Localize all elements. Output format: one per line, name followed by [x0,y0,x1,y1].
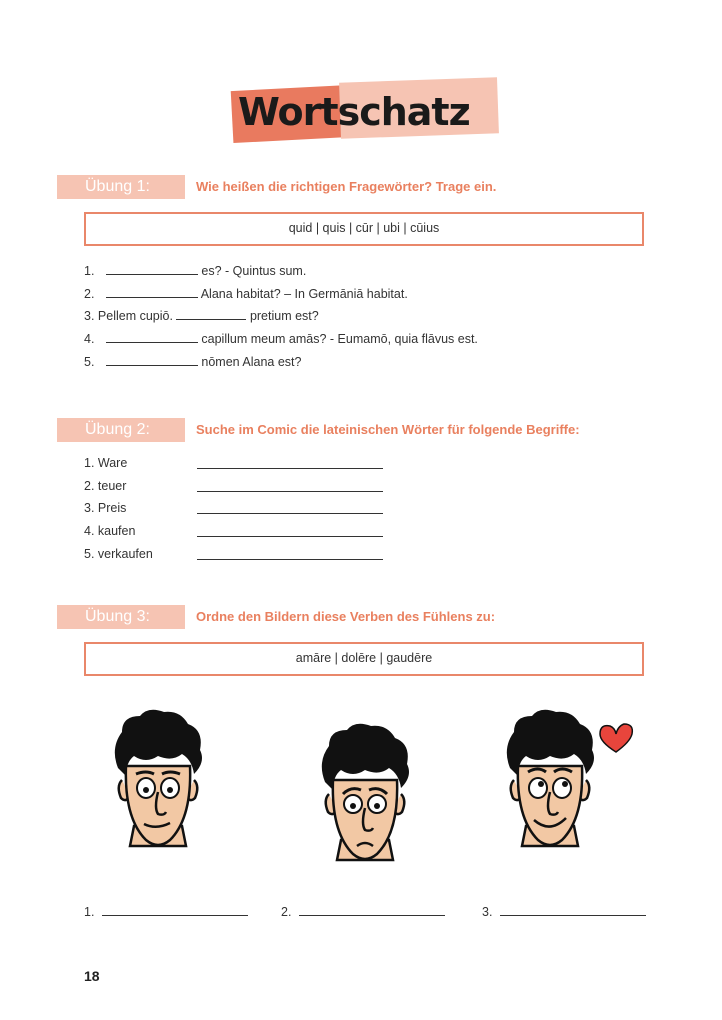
exercise-2-instruction: Suche im Comic die lateinischen Wörter für folgende Begriffe: [196,422,580,437]
face-happy-illustration [500,708,640,858]
exercise-1-word-box: quid | quis | cūr | ubi | cūius [84,212,644,246]
exercise-2-answer-line-5[interactable] [197,559,383,560]
exercise-2-answer-line-2[interactable] [197,491,383,492]
exercise-2-label: Übung 2: [57,418,185,442]
exercise-2-answer-line-1[interactable] [197,468,383,469]
page-title [228,78,500,144]
exercise-2-item-4: 4. kaufen [84,524,136,538]
exercise-3-blank-1[interactable] [102,903,248,916]
exercise-1-item-2: 2. Alana habitat? – In Germāniā habitat. [84,287,408,301]
exercise-2-item-1: 1. Ware [84,456,128,470]
exercise-2-answer-line-3[interactable] [197,513,383,514]
face-neutral-illustration [108,708,208,858]
answer-blank-5[interactable] [106,353,198,366]
exercise-3-label: Übung 3: [57,605,185,629]
exercise-3-blank-3[interactable] [500,903,646,916]
exercise-1-item-1: 1. es? - Quintus sum. [84,264,307,278]
exercise-3-answer-3: 3. [482,903,646,921]
exercise-3-answer-1: 1. [84,903,248,921]
answer-blank-3[interactable] [176,307,246,320]
exercise-3-instruction: Ordne den Bildern diese Verben des Fühlens zu: [196,609,496,624]
exercise-3-word-box: amāre | dolēre | gaudēre [84,642,644,676]
face-sad-illustration [315,722,415,872]
answer-blank-2[interactable] [106,285,198,298]
exercise-1-item-3: 3. Pellem cupiō. pretium est? [84,309,319,323]
exercise-3-answer-2: 2. [281,903,445,921]
exercise-3-blank-2[interactable] [299,903,445,916]
heart-icon [600,724,632,752]
exercise-1-instruction: Wie heißen die richtigen Fragewörter? Trage ein. [196,179,497,194]
title-part-2: schatz [337,90,470,134]
page-number: 18 [84,968,100,984]
exercise-1-item-5: 5. nōmen Alana est? [84,355,302,369]
title-part-1: Wort [238,90,338,134]
exercise-2-item-2: 2. teuer [84,479,127,493]
exercise-2-item-3: 3. Preis [84,501,127,515]
exercise-1-label: Übung 1: [57,175,185,199]
exercise-2-answer-line-4[interactable] [197,536,383,537]
answer-blank-4[interactable] [106,330,198,343]
answer-blank-1[interactable] [106,262,198,275]
exercise-1-item-4: 4. capillum meum amās? - Eumamō, quia flāvus est. [84,332,478,346]
exercise-2-item-5: 5. verkaufen [84,547,153,561]
